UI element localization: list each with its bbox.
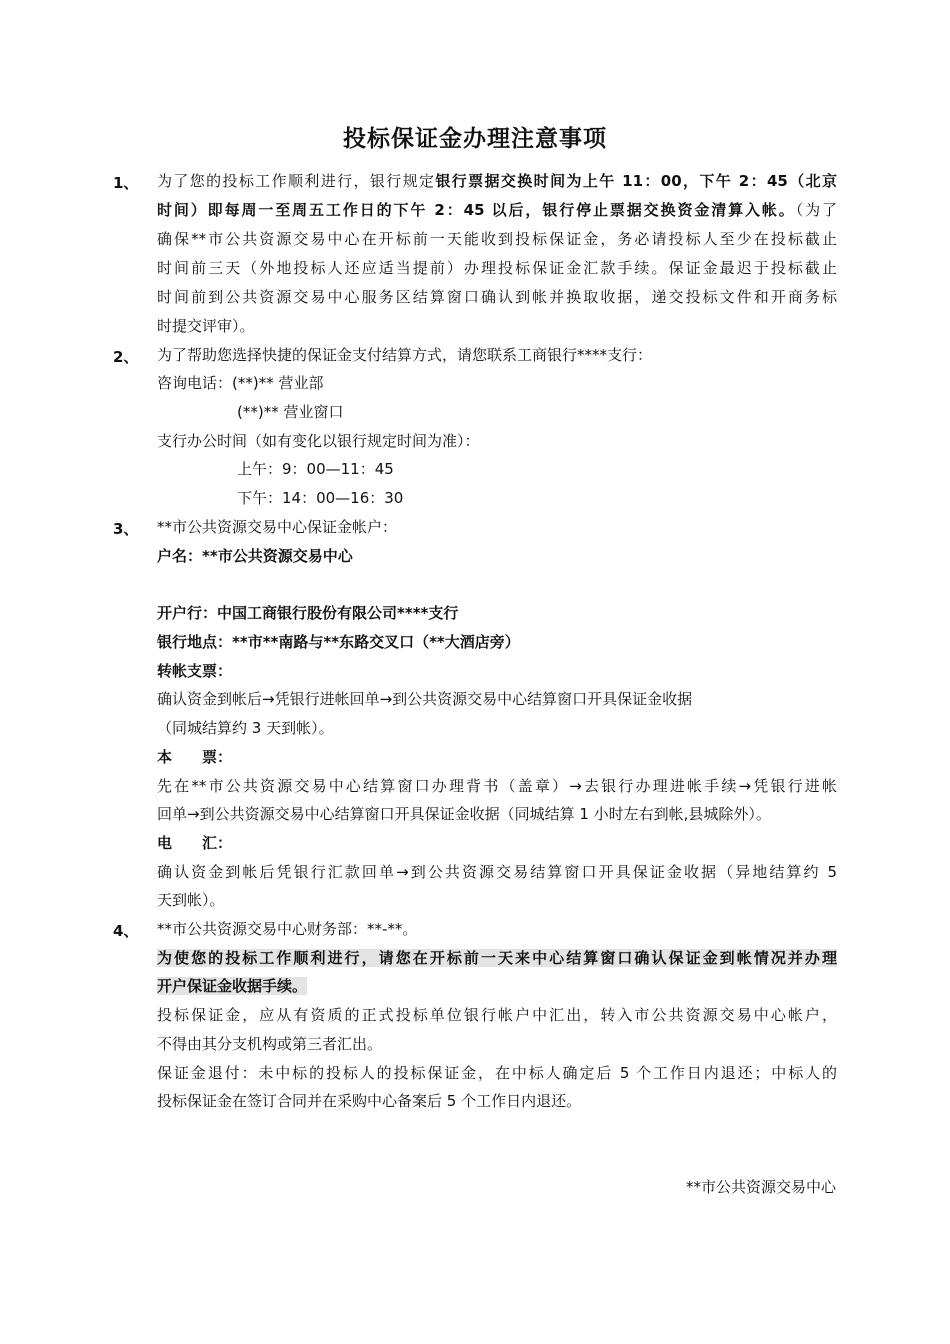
p3-draft-line-1: 先在**市公共资源交易中心结算窗口办理背书（盖章）→去银行办理进帐手续→凭银行进帐 bbox=[157, 777, 837, 795]
item-number-1: 1、 bbox=[113, 174, 139, 192]
p4-highlight-text-1: 为使您的投标工作顺利进行，请您在开标前一天来中心结算窗口确认保证金到帐情况并办理 bbox=[157, 949, 837, 967]
p3-wire-line-2: 天到帐）。 bbox=[157, 891, 225, 909]
p3-bank-address: 银行地点：**市**南路与**东路交叉口（**大酒店旁） bbox=[157, 633, 520, 651]
p4-highlight-line-2 bbox=[157, 974, 307, 998]
p3-wire-label: 电 汇： bbox=[157, 834, 233, 852]
p4-finance: **市公共资源交易中心财务部：**-**。 bbox=[157, 920, 418, 938]
p2-hours-am: 上午：9：00—11：45 bbox=[237, 460, 394, 478]
p4-highlight-line-1 bbox=[157, 946, 837, 970]
p3-bank: 开户行：中国工商银行股份有限公司****支行 bbox=[157, 604, 459, 622]
p2-hours-label: 支行办公时间（如有变化以银行规定时间为准）： bbox=[157, 432, 480, 450]
p3-draft-line-2: 回单→到公共资源交易中心结算窗口开具保证金收据（同城结算 1 小时左右到帐,县城除外）。 bbox=[157, 805, 771, 823]
p4-refund-line-1: 保证金退付：未中标的投标人的投标保证金，在中标人确定后 5 个工作日内退还；中标人的 bbox=[157, 1064, 837, 1082]
p1-bold-text: 银行票据交换时间为上午 11：00，下午 2：45（北京 bbox=[435, 172, 837, 190]
p3-draft-label: 本 票： bbox=[157, 748, 233, 766]
p4-text-line-2: 不得由其分支机构或第三者汇出。 bbox=[157, 1035, 383, 1053]
p3-account-name: 户名：**市公共资源交易中心 bbox=[157, 547, 353, 565]
document-title: 投标保证金办理注意事项 bbox=[343, 126, 607, 152]
p3-transfer-label: 转帐支票： bbox=[157, 662, 233, 680]
p3-transfer-line-1: 确认资金到帐后→凭银行进帐回单→到公共资源交易中心结算窗口开具保证金收据 bbox=[157, 690, 693, 708]
p1-text: 为了您的投标工作顺利进行，银行规定 bbox=[157, 172, 436, 190]
p4-highlight-text-2: 开户保证金收据手续。 bbox=[157, 977, 308, 995]
p1-bold-text-2: 时间）即每周一至周五工作日的下午 2：45 以后，银行停止票据交换资金清算入帐。 bbox=[157, 201, 796, 219]
item-number-4: 4、 bbox=[113, 922, 139, 940]
item-number-2: 2、 bbox=[113, 348, 139, 366]
p3-account: **市公共资源交易中心保证金帐户： bbox=[157, 518, 398, 536]
p3-wire-line-1: 确认资金到帐后凭银行汇款回单→到公共资源交易结算窗口开具保证金收据（异地结算约 5 bbox=[157, 863, 837, 881]
p1-line-2 bbox=[157, 198, 837, 222]
p4-text-line-1: 投标保证金，应从有资质的正式投标单位银行帐户中汇出，转入市公共资源交易中心帐户， bbox=[157, 1006, 837, 1024]
p1-line-5: 时间前到公共资源交易中心服务区结算窗口确认到帐并换取收据，递交投标文件和开商务标 bbox=[157, 288, 837, 306]
p1-line-6: 时提交评审）。 bbox=[157, 317, 255, 335]
p1-line-3: 确保**市公共资源交易中心在开标前一天能收到投标保证金，务必请投标人至少在投标截止 bbox=[157, 230, 837, 248]
footer-signature: **市公共资源交易中心 bbox=[685, 1178, 836, 1196]
p4-refund-line-2: 投标保证金在签订合同并在采购中心备案后 5 个工作日内退还。 bbox=[157, 1092, 582, 1110]
p1-line-1 bbox=[157, 169, 837, 193]
p2-intro: 为了帮助您选择快捷的保证金支付结算方式，请您联系工商银行****支行： bbox=[157, 346, 653, 364]
p1-line-4: 时间前三天（外地投标人还应适当提前）办理投标保证金汇款手续。保证金最迟于投标截止 bbox=[157, 259, 837, 277]
p2-phone: 咨询电话：(**)** 营业部 bbox=[157, 374, 324, 392]
p3-transfer-line-2: （同城结算约 3 天到帐）。 bbox=[157, 719, 334, 737]
item-number-3: 3、 bbox=[113, 520, 139, 538]
p1-text-2: （为了 bbox=[795, 201, 837, 219]
p2-hours-pm: 下午：14：00—16：30 bbox=[237, 489, 404, 507]
p2-phone-2: (**)** 营业窗口 bbox=[237, 403, 344, 421]
